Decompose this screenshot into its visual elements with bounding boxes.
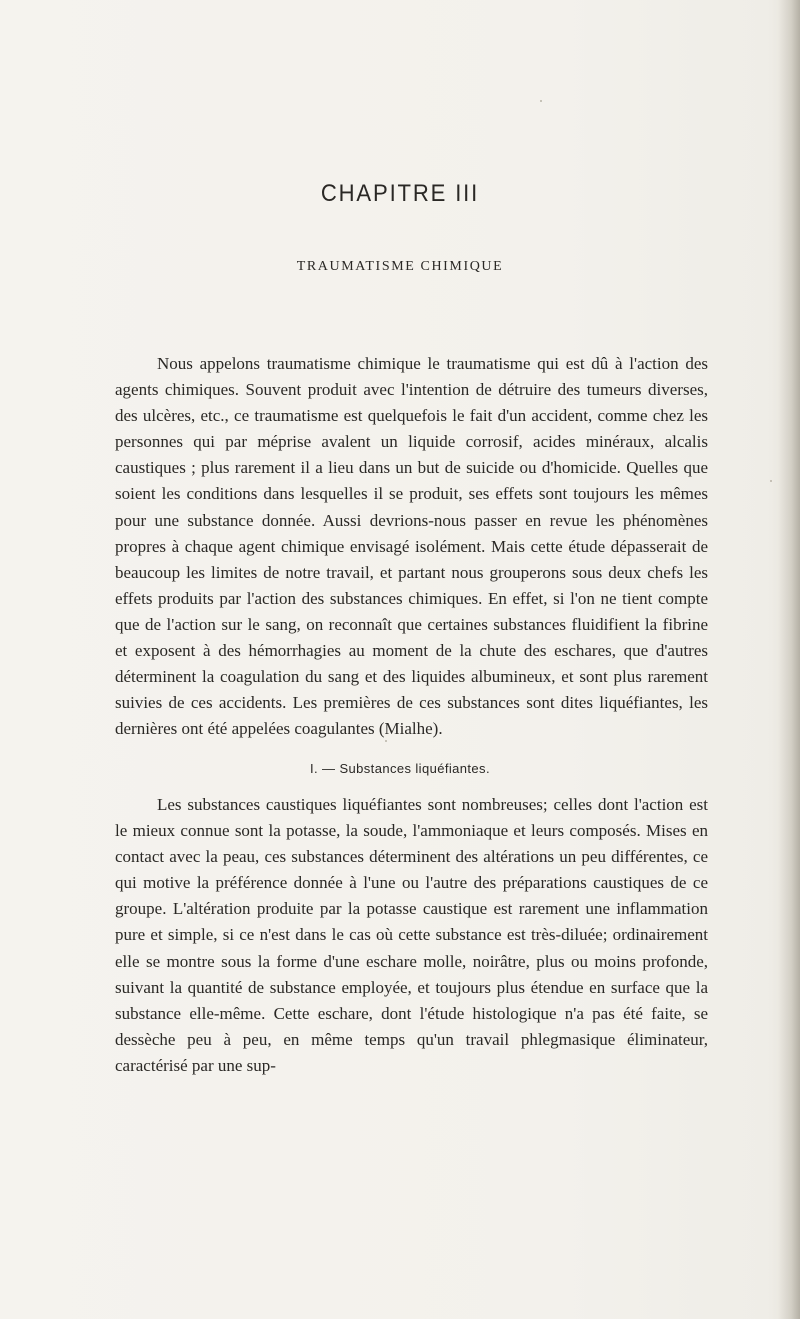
- paragraph-liquefiantes: Les substances caustiques liquéfiantes sont nombreuses; celles dont l'action est le mieux connue sont la potasse, la soude, l'ammoniaque et leurs composés. Mises en contact avec la peau, ces substances déterminent des altérations un peu différentes, ce qui motive la préférence donnée à l'une ou l'autre des préparations caustiques de ce groupe. L'altération produite par la potasse caustique est rarement une inflammation pure et simple, si ce n'est dans le cas où cette substance est très-diluée; ordinairement elle se montre sous la forme d'une eschare molle, noirâtre, plus ou moins profonde, suivant la quantité de substance employée, et toujours plus étendue en surface que la substance elle-même. Cette eschare, dont l'étude histologique n'a pas été faite, se dessèche peu à peu, en même temps qu'un travail phlegmasique éliminateur, caractérisé par une sup-: [115, 795, 708, 1075]
- chapter-title: TRAUMATISME CHIMIQUE: [296, 259, 504, 274]
- paper-speck: [540, 100, 542, 102]
- paper-speck: [770, 480, 772, 482]
- paragraph-intro: Nous appelons traumatisme chimique le traumatisme qui est dû à l'action des agents chimiques. Souvent produit avec l'intention de détruire des tumeurs diverses, des ulcères, etc., ce traumatisme est quelquefois le fait d'un accident, comme chez les personnes qui par méprise avalent un liquide corrosif, acides minéraux, alcalis caustiques ; plus rarement il a lieu dans un but de suicide ou d'homicide. Quelles que soient les conditions dans lesquelles il se produit, ses effets sont toujours les mêmes pour une substance donnée. Aussi devrions-nous passer en revue les phénomènes propres à chaque agent chimique envisagé isolément. Mais cette étude dépasserait de beaucoup les limites de notre travail, et partant nous grouperons sous deux chefs les effets produits par l'action des substances chimiques. En effet, si l'on ne tient compte que de l'action sur le sang, on reconnaît que certaines substances fluidifient la fibrine et exposent à des hémorrhagies au moment de la chute des eschares, que d'autres déterminent la coagulation du sang et des liquides albumineux, et sont plus rarement suivies de ces accidents. Les premières de ces substances sont dites liquéfiantes, les dernières ont été appelées coagulantes (Mialhe).: [115, 354, 708, 739]
- chapter-number: CHAPITRE III: [320, 180, 480, 207]
- page-edge-shadow: [778, 0, 800, 1319]
- section-heading: I. — Substances liquéfiantes.: [310, 761, 490, 776]
- paper-speck: [385, 740, 387, 742]
